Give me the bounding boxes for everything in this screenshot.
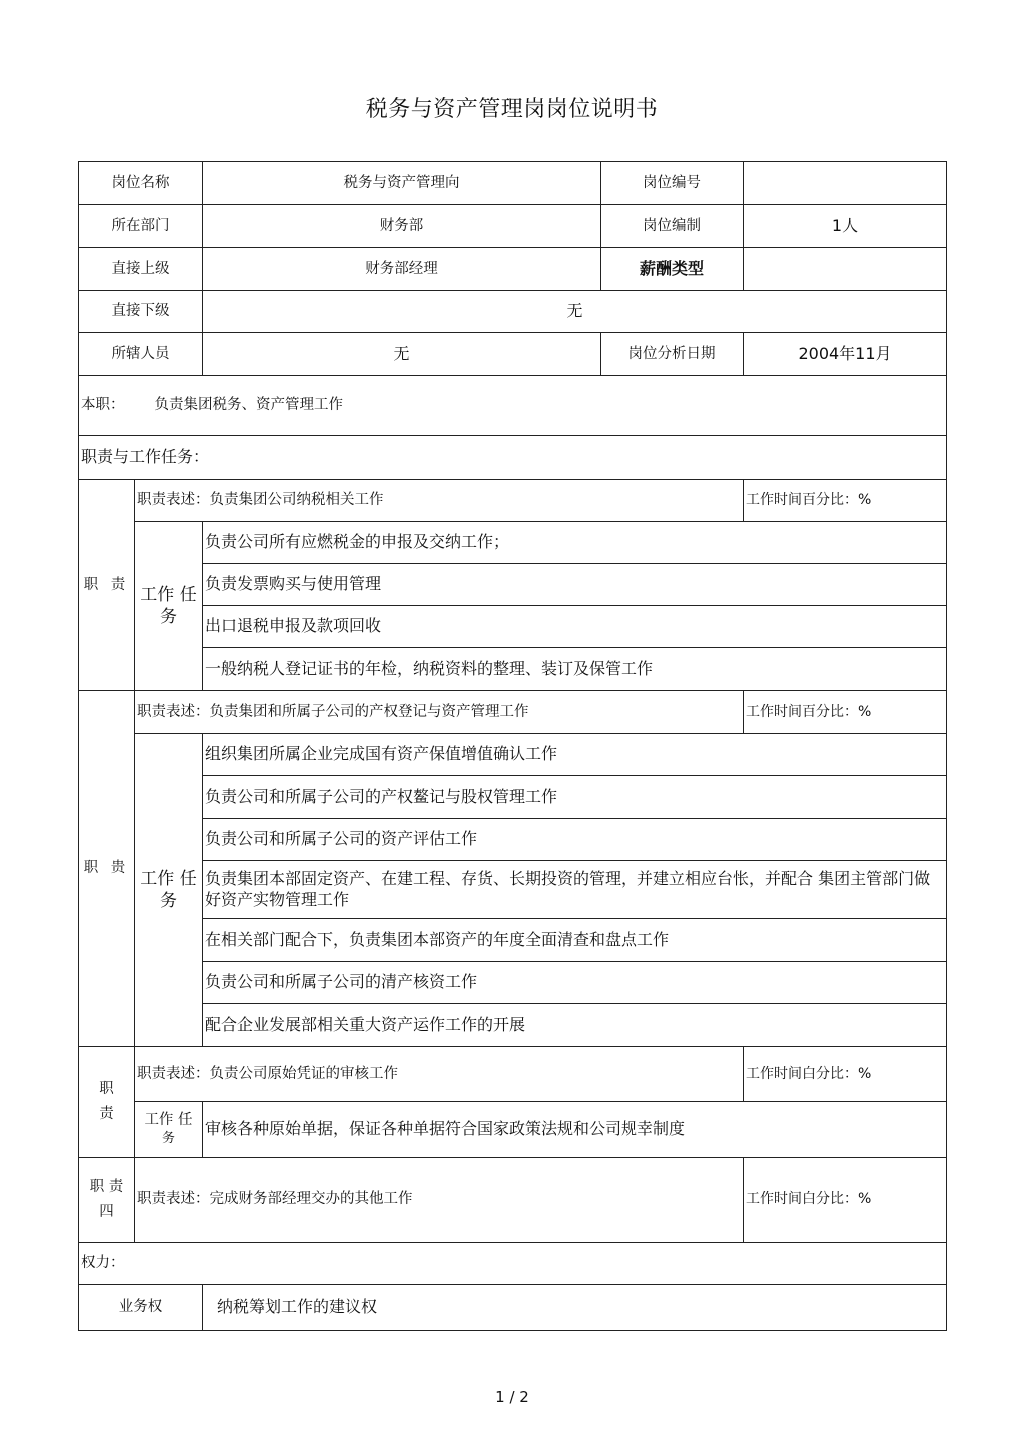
table-row bbox=[79, 919, 947, 962]
section-1-task-label: 工作 任 务 bbox=[135, 522, 203, 691]
section-2-task-4: 负责集团本部固定资产、在建工程、存货、长期投资的管理，并建立相应台怅，并配合 集团主管部门做好资产实物管理工作 bbox=[203, 861, 947, 919]
section-2-task-6: 负责公司和所属子公司的清产核资工作 bbox=[203, 962, 947, 1004]
authority-label: 权力： bbox=[79, 1243, 947, 1285]
authority-item-text: 纳税筹划工作的建议权 bbox=[203, 1285, 947, 1331]
superior-label: 直接上级 bbox=[79, 248, 203, 291]
table-row bbox=[79, 606, 947, 648]
table-row bbox=[79, 691, 947, 734]
table-row bbox=[79, 1047, 947, 1102]
section-1-task-1: 负责公司所有应燃税金的申报及交纳工作； bbox=[203, 522, 947, 564]
analysis-date-label: 岗位分析日期 bbox=[601, 333, 744, 376]
table-row bbox=[79, 1004, 947, 1047]
position-code-label: 岗位编号 bbox=[601, 162, 744, 205]
duty-label: 本职： bbox=[81, 397, 125, 414]
table-row bbox=[79, 648, 947, 691]
section-2-task-1: 组织集团所属企业完成国有资产保值增值确认工作 bbox=[203, 734, 947, 776]
table-row bbox=[79, 376, 947, 436]
page-number: 1 / 2 bbox=[495, 1388, 529, 1406]
section-2-label: 职 贵 bbox=[79, 691, 135, 1047]
section-2-task-5: 在相关部门配合下，负责集团本部资产的年度全面清查和盘点工作 bbox=[203, 919, 947, 962]
table-row bbox=[79, 734, 947, 776]
table-row bbox=[79, 1243, 947, 1285]
section-1-task-3: 出口退税申报及款项回收 bbox=[203, 606, 947, 648]
section-3-task-label-line2: 务 bbox=[161, 1131, 175, 1147]
section-2-time: 工作时间百分比：% bbox=[744, 691, 947, 734]
section-3-time: 工作时间白分比：% bbox=[744, 1047, 947, 1102]
section-2-task-3: 负责公司和所属子公司的资产评估工作 bbox=[203, 819, 947, 861]
table-row bbox=[79, 291, 947, 333]
page-title: 税务与资产管理岗岗位说明书 bbox=[365, 97, 659, 122]
table-row bbox=[79, 436, 947, 480]
section-1-task-4: 一般纳税人登记证书的年检，纳税资料的整理、装订及保管工作 bbox=[203, 648, 947, 691]
section-3-label-line2: 责 bbox=[99, 1106, 114, 1122]
table-row bbox=[79, 776, 947, 819]
authority-item-name: 业务权 bbox=[79, 1285, 203, 1331]
section-2-task-2: 负责公司和所属子公司的产权鳌记与股权管理工作 bbox=[203, 776, 947, 819]
headcount-value: 1人 bbox=[744, 205, 947, 248]
section-2-task-label: 工作 任 务 bbox=[135, 734, 203, 1047]
responsibilities-heading: 职责与工作任务： bbox=[79, 436, 947, 480]
subordinate-label: 直接下级 bbox=[79, 291, 203, 333]
headcount-label: 岗位编制 bbox=[601, 205, 744, 248]
section-3-label-line1: 职 bbox=[99, 1081, 114, 1098]
section-3-description: 职责表述：负责公司原始凭证的审核工作 bbox=[135, 1047, 744, 1102]
table-row bbox=[79, 962, 947, 1004]
table-row bbox=[79, 819, 947, 861]
salary-type-value bbox=[744, 248, 947, 291]
position-name-value: 税务与资产管理向 bbox=[203, 162, 601, 205]
duty-cell bbox=[79, 376, 947, 436]
table-row bbox=[79, 333, 947, 376]
position-name-label: 岗位名称 bbox=[79, 162, 203, 205]
superior-value: 财务部经理 bbox=[203, 248, 601, 291]
job-description-table bbox=[78, 161, 947, 1331]
table-row bbox=[79, 522, 947, 564]
subordinate-value: 无 bbox=[203, 291, 947, 333]
section-4-label bbox=[79, 1158, 135, 1243]
section-1-description: 职责表述：负责集团公司纳税相关工作 bbox=[135, 480, 744, 522]
table-row bbox=[79, 1158, 947, 1243]
table-row bbox=[79, 1102, 947, 1158]
department-value: 财务部 bbox=[203, 205, 601, 248]
staff-value: 无 bbox=[203, 333, 601, 376]
table-row bbox=[79, 564, 947, 606]
section-1-label: 职 责 bbox=[79, 480, 135, 691]
duty-text: 负责集团税务、资产管理工作 bbox=[154, 397, 343, 414]
section-4-time: 工作时间白分比：% bbox=[744, 1158, 947, 1243]
table-row bbox=[79, 162, 947, 205]
staff-label: 所辖人员 bbox=[79, 333, 203, 376]
department-label: 所在部门 bbox=[79, 205, 203, 248]
section-4-label-line1: 职 责 bbox=[89, 1179, 124, 1196]
analysis-date-value: 2004年11月 bbox=[744, 333, 947, 376]
salary-type-label: 薪酬类型 bbox=[601, 248, 744, 291]
table-row bbox=[79, 205, 947, 248]
section-2-description: 职责表述：负责集团和所属子公司的产权登记与资产管理工作 bbox=[135, 691, 744, 734]
section-2-task-7: 配合企业发展部相关重大资产运作工作的开展 bbox=[203, 1004, 947, 1047]
table-row bbox=[79, 1285, 947, 1331]
section-4-description: 职责表述：完成财务部经理交办的其他工作 bbox=[135, 1158, 744, 1243]
section-3-label bbox=[79, 1047, 135, 1158]
section-1-task-2: 负责发票购买与使用管理 bbox=[203, 564, 947, 606]
table-row bbox=[79, 480, 947, 522]
table-row bbox=[79, 248, 947, 291]
section-3-task-label bbox=[135, 1102, 203, 1158]
section-3-task-1: 审核各种原始单据，保证各种单据符合国家政策法规和公司规幸制度 bbox=[203, 1102, 947, 1158]
section-4-label-line2: 四 bbox=[99, 1204, 114, 1220]
position-code-value bbox=[744, 162, 947, 205]
table-row bbox=[79, 861, 947, 919]
section-1-time: 工作时间百分比：% bbox=[744, 480, 947, 522]
section-3-task-label-line1: 工作 任 bbox=[144, 1111, 193, 1128]
